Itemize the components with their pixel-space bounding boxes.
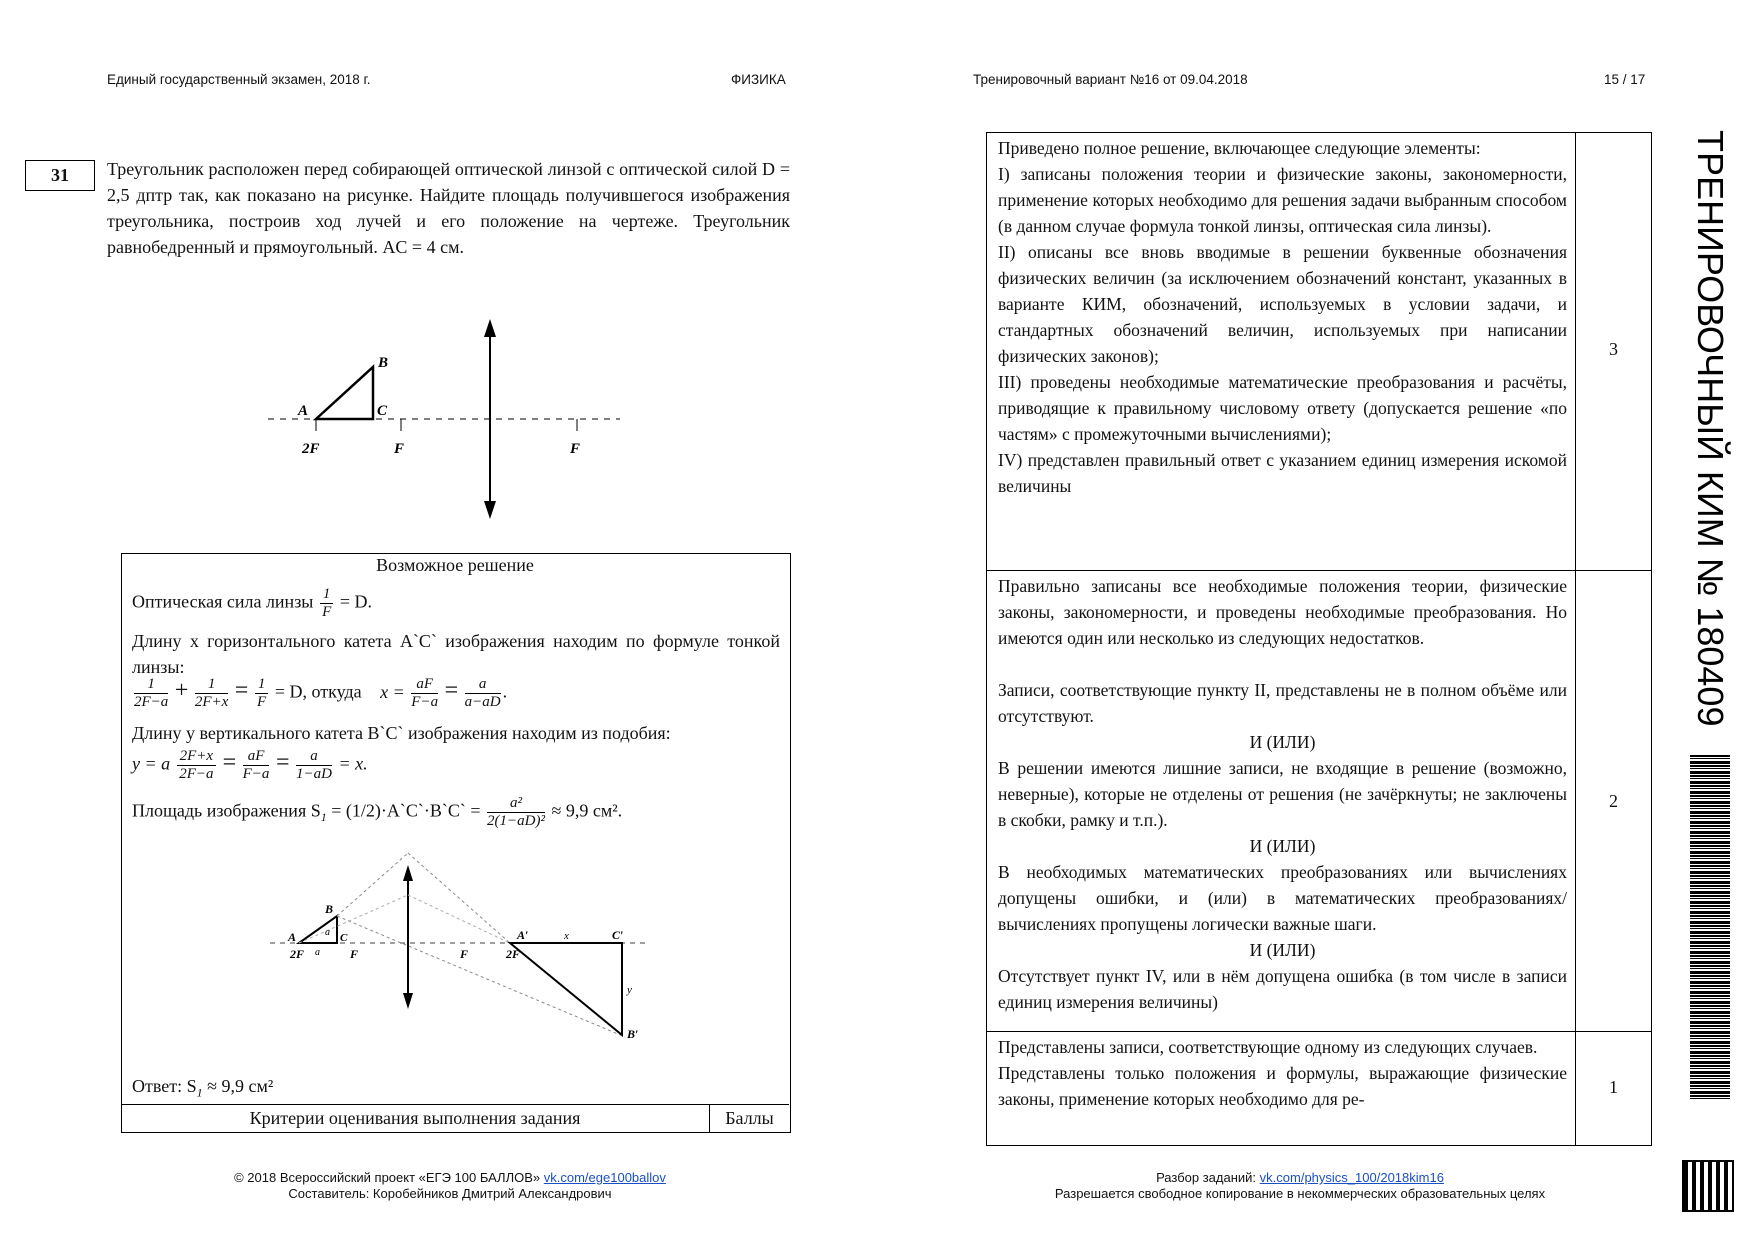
svg-text:x: x xyxy=(564,930,569,942)
header-variant: Тренировочный вариант №16 от 09.04.2018 xyxy=(973,72,1248,87)
figure-ray-diagram xyxy=(270,845,650,1045)
footer-left: © 2018 Всероссийский проект «ЕГЭ 100 БАЛЛОВ» vk.com/ege100ballov Составитель: Коробейников Дмитрий Александрович xyxy=(234,1170,666,1201)
area-tail: ≈ 9,9 см². xyxy=(551,800,623,821)
area-sub: 1 xyxy=(320,810,327,825)
lens2-arrow-top xyxy=(403,865,413,881)
qr-code-image xyxy=(1682,1160,1734,1212)
eq1-tail: = D, откуда xyxy=(274,681,362,702)
frac-1-f: $\frac{1}{F}$ xyxy=(320,586,334,621)
line1-text: Оптическая сила линзы xyxy=(132,591,314,612)
lens2-arrow-bottom xyxy=(403,993,413,1009)
svg-text:ТРЕНИРОВОЧНЫЙ КИМ № 180409: ТРЕНИРОВОЧНЫЙ КИМ № 180409 xyxy=(1690,130,1731,727)
lens-arrow-bottom xyxy=(484,501,496,519)
solution-line-4 xyxy=(132,795,622,830)
task-number: 31 xyxy=(25,160,95,191)
triangle-image xyxy=(510,943,622,1035)
criteria-header-points: Баллы xyxy=(725,1108,774,1128)
svg-text:F: F xyxy=(460,947,469,961)
label-a: A xyxy=(298,403,309,419)
frac-y3: $\frac{a}{1-aD}$ xyxy=(295,748,332,782)
triangle-small xyxy=(299,916,337,943)
score-3: 3 xyxy=(1609,339,1618,359)
svg-text:B: B xyxy=(325,902,334,916)
solution-eq-2: y = a $\frac{2F+x}{2F-a}$ = $\frac{aF}{F-a}$ = $\frac{a}{1-aD}$ = x. xyxy=(132,748,368,782)
score-2: 2 xyxy=(1609,791,1618,811)
header-left: Единый государственный экзамен, 2018 г. xyxy=(107,72,371,87)
frac-af-f-a: $\frac{aF}{F-a}$ xyxy=(411,676,439,710)
solution-line-1 xyxy=(132,586,372,621)
svg-text:2F: 2F xyxy=(290,947,305,961)
criteria-header-label: Критерии оценивания выполнения задания xyxy=(121,1105,710,1132)
svg-text:C: C xyxy=(340,932,348,944)
label-f-left: F xyxy=(394,441,405,457)
y-var: y = a xyxy=(132,753,171,774)
page-number: 15 / 17 xyxy=(1604,72,1646,87)
task-text: Треугольник расположен перед собирающей оптической линзой с оптической силой D = 2,5 дптр так, как показано на рисунке. Найдите площадь получившегося изображения треугольника, построив ход лучей и его положение на чертеже. Треугольник равнобедренный и прямоугольный. AC = 4 см. xyxy=(107,159,790,257)
footer-link-ege[interactable]: vk.com/ege100ballov xyxy=(543,1170,666,1185)
solution-answer: Ответ: $S_1 \approx 9,9$ см² xyxy=(132,1076,274,1100)
footer-link-physics[interactable]: vk.com/physics_100/2018kim16 xyxy=(1259,1170,1444,1185)
frac-1-2f-a: $\frac{1}{2F-a}$ xyxy=(134,676,169,710)
score-1: 1 xyxy=(1609,1077,1618,1097)
frac-a-a-ad: $\frac{a}{a-aD}$ xyxy=(464,676,501,710)
svg-text:y: y xyxy=(627,984,632,996)
x-var: x = xyxy=(380,681,405,702)
criteria-row-2: Правильно записаны все необходимые положения теории, физические законы, закономерности, и проведены необходимые преобразования. Но имеются один или несколько из следующих недостатков. Записи, соответствующие пункту II, представлены не в полном объёме или отсутствуют. И (ИЛИ) В решении имеются лишние записи, не входящие в решение (возможно, неверные), которые не отделены от решения (не зачёркнуты; не заключены в скобки, рамку и т.п.). И (ИЛИ) В необходимых математических преобразованиях или вычислениях допущены ошибки, и (или) в математических преобразованиях/ вычислениях пропущены логически важные шаги. И (ИЛИ) Отсутствует пункт IV, или в нём допущена ошибка (в том числе в записи единиц измерения величины) xyxy=(998,576,1567,1012)
footer-right: Разбор заданий: vk.com/physics_100/2018kim16 Разрешается свободное копирование в некоммерческих образовательных целях xyxy=(1054,1170,1546,1201)
figure-lens-setup xyxy=(260,315,630,525)
svg-text:A′: A′ xyxy=(517,928,529,942)
frac-y1: $\frac{2F+x}{2F-a}$ xyxy=(177,748,216,783)
lens-arrow-top xyxy=(484,319,496,337)
area-label: Площадь изображения S xyxy=(132,800,321,821)
label-c: C xyxy=(377,403,388,419)
solution-title: Возможное решение xyxy=(376,555,534,575)
svg-text:F: F xyxy=(350,947,359,961)
frac-y2: $\frac{aF}{F-a}$ xyxy=(242,748,270,782)
side-title xyxy=(1680,130,1740,730)
frac-1-f-2: $\frac{1}{F}$ xyxy=(255,676,269,711)
frac-area: $\frac{\text{a²}}{\text{2(1−aD)²}}$ xyxy=(487,795,545,829)
label-2f: 2F xyxy=(302,441,320,457)
svg-text:a: a xyxy=(325,927,330,938)
frac-1-2f-x: $\frac{1}{2F+x}$ xyxy=(194,676,229,710)
y-tail: = x. xyxy=(338,753,368,774)
solution-line-3: Длину y вертикального катета B`C` изображения находим из подобия: xyxy=(132,723,671,743)
criteria-row-1: Представлены записи, соответствующие одному из следующих случаев. Представлены только положения и формулы, выражающие физические законы, применение которых необходимо для ре- xyxy=(998,1037,1567,1109)
solution-line-2: Длину x горизонтального катета A`C` изображения находим по формуле тонкой линзы: xyxy=(132,631,780,677)
line1-eq: = D. xyxy=(339,591,373,612)
label-b: B xyxy=(378,355,389,371)
criteria-header-row xyxy=(121,1104,789,1132)
barcode-image xyxy=(1690,755,1730,1100)
svg-text:A: A xyxy=(288,930,297,944)
svg-text:a: a xyxy=(315,947,320,958)
criteria-table xyxy=(986,132,1652,1146)
area-mid: = (1/2)·A`C`·B`C` = xyxy=(326,800,481,821)
criteria-row-3: Приведено полное решение, включающее следующие элементы: I) записаны положения теории и физические законы, закономерности, применение которых необходимо для решения задачи выбранным способом (в данном случае формула тонкой линзы, оптическая сила линзы). II) описаны все вновь вводимые в решении буквенные обозначения физических величин (за исключением обозначений констант, указанных в варианте КИМ, обозначений, используемых в условии задачи, и стандартных обозначений величин, используемых при написании физических законов); III) проведены необходимые математические преобразования и расчёты, приводящие к правильному числовому ответу (допускается решение «по частям» с промежуточными вычислениями); IV) представлен правильный ответ с указанием единиц измерения искомой величины xyxy=(998,138,1567,496)
svg-text:B′: B′ xyxy=(627,1027,639,1041)
solution-eq-1: $\frac{1}{2F-a}$ + $\frac{1}{2F+x}$ = $\frac{1}{F}$ = D, откуда x = $\frac{aF}{F-a}$ = $\frac{a}{a-aD}$ . xyxy=(134,676,508,710)
triangle-abc xyxy=(316,367,373,419)
label-f-right: F xyxy=(570,441,581,457)
svg-text:2F: 2F xyxy=(506,947,521,961)
header-subject: ФИЗИКА xyxy=(731,72,786,87)
svg-text:C′: C′ xyxy=(612,928,624,942)
